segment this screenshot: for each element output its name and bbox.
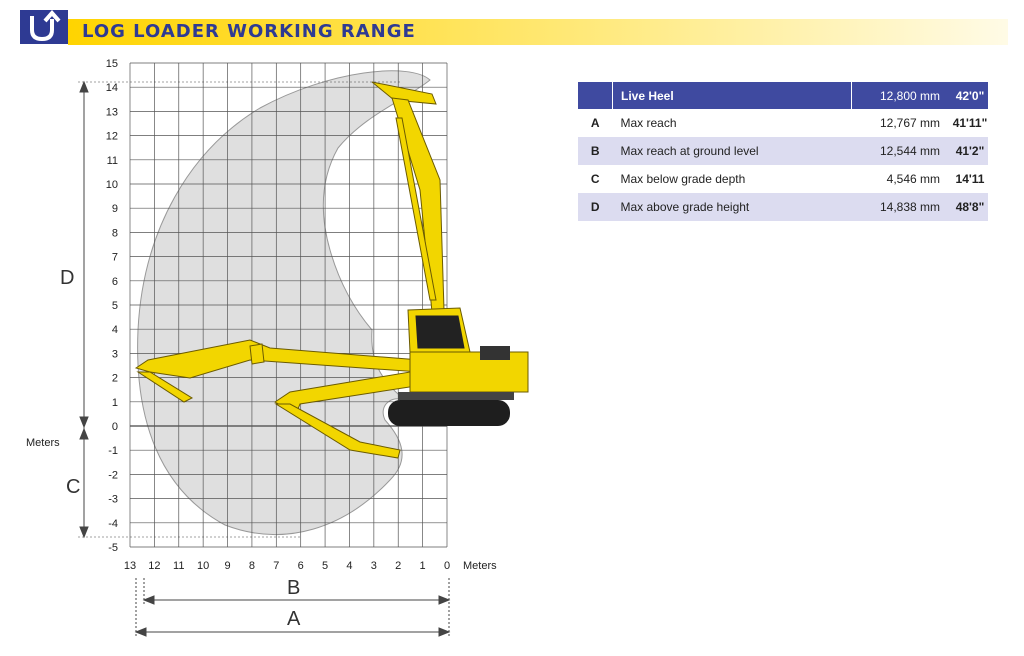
y-tick-label: 5 <box>111 300 118 312</box>
row-mm: 12,767 mm <box>852 109 953 137</box>
row-ft: 41'2" <box>952 137 988 165</box>
x-tick-label: 2 <box>395 560 402 572</box>
y-tick-label: 0 <box>111 421 118 433</box>
y-tick-label: 12 <box>105 130 118 143</box>
table-row <box>578 109 988 137</box>
y-tick-label: -5 <box>108 542 118 554</box>
x-tick-label: 11 <box>173 560 185 572</box>
row-label: Max reach at ground level <box>613 137 852 165</box>
spec-table-header <box>578 82 988 109</box>
y-tick-label: -3 <box>108 493 118 506</box>
x-tick-label: 5 <box>322 560 329 572</box>
row-letter: A <box>578 109 613 137</box>
table-row <box>578 165 988 193</box>
spec-header-mm: 12,800 mm <box>852 82 953 109</box>
row-mm: 4,546 mm <box>852 165 953 193</box>
raised-boom <box>372 82 444 312</box>
y-tick-label: 15 <box>105 58 118 70</box>
page-title: LOG LOADER WORKING RANGE <box>82 21 416 42</box>
spec-table <box>578 82 988 221</box>
table-row <box>578 193 988 221</box>
x-tick-label: 6 <box>297 560 304 572</box>
y-tick-label: -4 <box>108 517 118 530</box>
row-label: Max reach <box>613 109 852 137</box>
y-tick-label: 6 <box>111 275 118 288</box>
y-tick-label: 1 <box>111 396 118 409</box>
x-tick-label: 12 <box>148 560 161 572</box>
row-mm: 14,838 mm <box>852 193 953 221</box>
dimension-label-c: C <box>66 476 81 498</box>
x-tick-label: 8 <box>248 560 255 572</box>
y-tick-label: 11 <box>106 154 118 167</box>
row-letter: D <box>578 193 613 221</box>
y-tick-label: 3 <box>111 348 118 361</box>
row-ft: 48'8" <box>952 193 988 221</box>
y-tick-label: 2 <box>111 372 118 385</box>
x-tick-label: 3 <box>370 560 377 572</box>
row-letter: C <box>578 165 613 193</box>
row-ft: 41'11" <box>952 109 988 137</box>
dimension-label-d: D <box>60 267 75 289</box>
x-tick-label: 4 <box>346 560 353 572</box>
y-tick-label: 7 <box>111 251 118 264</box>
working-range-envelope <box>138 71 430 535</box>
y-tick-label: -2 <box>108 469 118 482</box>
x-tick-label: 13 <box>123 560 137 572</box>
dimension-label-b: B <box>287 577 301 599</box>
x-axis-unit: Meters <box>463 560 497 572</box>
x-tick-label: 1 <box>419 560 426 572</box>
spec-header-label: Live Heel <box>613 82 852 109</box>
y-tick-label: 4 <box>111 324 118 337</box>
spec-header-ft: 42'0" <box>952 82 988 109</box>
row-label: Max below grade depth <box>613 165 852 193</box>
y-tick-label: 13 <box>105 106 118 119</box>
y-tick-label: 10 <box>105 179 118 191</box>
row-mm: 12,544 mm <box>852 137 953 165</box>
y-axis-unit: Meters <box>26 437 60 449</box>
x-tick-label: 9 <box>224 560 231 572</box>
y-axis-ticks <box>106 58 118 554</box>
y-tick-label: 8 <box>111 227 118 240</box>
y-tick-label: -1 <box>108 445 118 458</box>
table-row <box>578 137 988 165</box>
x-axis-ticks <box>124 560 450 572</box>
dimension-label-a: A <box>287 608 301 630</box>
y-tick-label: 9 <box>111 203 118 216</box>
row-label: Max above grade height <box>613 193 852 221</box>
row-letter: B <box>578 137 613 165</box>
row-ft: 14'11 <box>952 165 988 193</box>
x-tick-label: 7 <box>273 560 280 572</box>
y-tick-label: 14 <box>105 82 118 95</box>
x-tick-label: 10 <box>197 560 210 572</box>
x-tick-label: 0 <box>443 560 451 572</box>
